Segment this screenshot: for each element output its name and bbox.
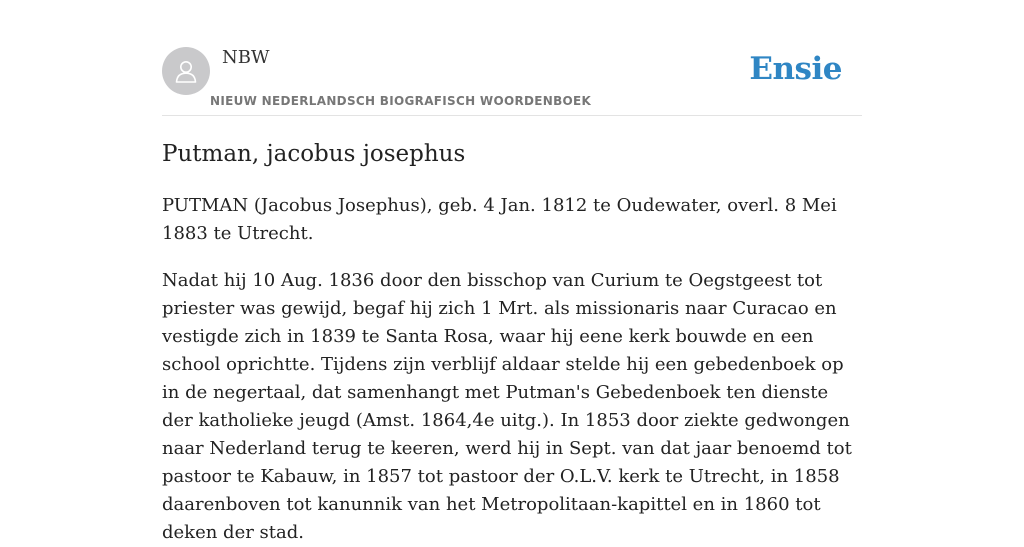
article-body <box>162 138 862 547</box>
source-name[interactable]: NBW <box>222 47 270 68</box>
article-title: Putman, jacobus josephus <box>162 141 466 167</box>
user-icon <box>172 57 200 85</box>
article-paragraph: PUTMAN (Jacobus Josephus), geb. 4 Jan. 1812 te Oudewater, overl. 8 Mei 1883 te Utrecht. <box>162 195 837 244</box>
article-header <box>162 0 862 116</box>
article-paragraph: Nadat hij 10 Aug. 1836 door den bisschop van Curium te Oegstgeest tot priester was gewijd, begaf hij zich 1 Mrt. als missionaris naar Curacao en vestigde zich in 1839 te Santa Rosa, waar hij eene kerk bouwde en een school oprichtte. Tijdens zijn verblijf aldaar stelde hij een gebedenboek op in de negertaal, dat samenhangt met Putman's Gebedenboek ten dienste der katholieke jeugd (Amst. 1864,4e uitg.). In 1853 door ziekte gedwongen naar Nederland terug te keeren, werd hij in Sept. van dat jaar benoemd tot pastoor te Kabauw, in 1857 tot pastoor der O.L.V. kerk te Utrecht, in 1858 daarenboven tot kanunnik van het Metropolitaan-kapittel en in 1860 tot deken der stad. <box>162 270 852 543</box>
ensie-logo[interactable]: Ensie <box>749 51 842 87</box>
avatar[interactable] <box>162 47 210 95</box>
source-full-name: NIEUW NEDERLANDSCH BIOGRAFISCH WOORDENBOEK <box>210 94 592 108</box>
